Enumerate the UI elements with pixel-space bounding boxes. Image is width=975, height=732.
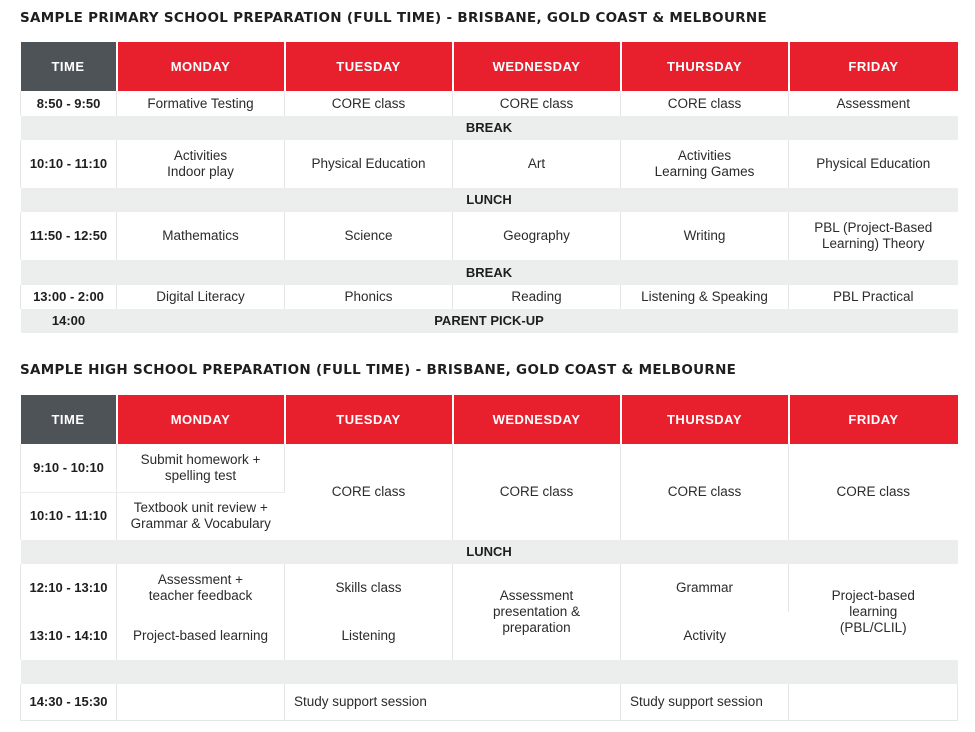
lesson-cell: Activities Learning Games — [621, 140, 789, 188]
lesson-cell: Digital Literacy — [117, 285, 285, 309]
pickup-label: PARENT PICK-UP — [117, 309, 958, 333]
break-label: BREAK — [117, 116, 958, 140]
time-cell: 10:10 - 11:10 — [21, 492, 117, 540]
lesson-cell: CORE class — [621, 444, 789, 540]
lesson-cell: Physical Education — [789, 140, 958, 188]
lesson-cell: Study support session — [621, 684, 789, 720]
lunch-label: LUNCH — [117, 188, 958, 212]
pickup-time: 14:00 — [21, 309, 117, 333]
lunch-label: LUNCH — [117, 540, 958, 564]
monday-header: MONDAY — [117, 42, 285, 91]
lesson-cell: Assessment + teacher feedback — [117, 564, 285, 612]
lesson-cell: CORE class — [453, 91, 621, 116]
table-row — [21, 444, 958, 492]
table-row — [21, 285, 958, 309]
lesson-cell: Skills class — [285, 564, 453, 612]
primary-timetable — [20, 42, 958, 333]
lesson-cell: Listening — [285, 612, 453, 660]
lesson-cell: Activities Indoor play — [117, 140, 285, 188]
monday-header: MONDAY — [117, 395, 285, 444]
tuesday-header: TUESDAY — [285, 395, 453, 444]
thursday-header: THURSDAY — [621, 42, 789, 91]
table-row — [21, 91, 958, 116]
lunch-row — [21, 540, 958, 564]
time-cell: 12:10 - 13:10 — [21, 564, 117, 612]
lesson-cell: Science — [285, 212, 453, 260]
high-heading: SAMPLE HIGH SCHOOL PREPARATION (FULL TIME) - BRISBANE, GOLD COAST & MELBOURNE — [20, 362, 737, 378]
lesson-cell: Assessment — [789, 91, 958, 116]
lesson-cell: PBL Practical — [789, 285, 958, 309]
lesson-cell: Project-based learning (PBL/CLIL) — [789, 564, 958, 660]
lesson-cell: Writing — [621, 212, 789, 260]
lesson-cell: Assessment presentation & preparation — [453, 564, 621, 660]
time-header: TIME — [21, 42, 117, 91]
wednesday-header: WEDNESDAY — [453, 42, 621, 91]
tuesday-header: TUESDAY — [285, 42, 453, 91]
lesson-cell: Project-based learning — [117, 612, 285, 660]
lesson-cell — [117, 684, 285, 720]
lesson-cell: Physical Education — [285, 140, 453, 188]
time-cell: 8:50 - 9:50 — [21, 91, 117, 116]
wednesday-header: WEDNESDAY — [453, 395, 621, 444]
lesson-cell: CORE class — [285, 91, 453, 116]
lesson-cell: Activity — [621, 612, 789, 660]
lesson-cell: Mathematics — [117, 212, 285, 260]
friday-header: FRIDAY — [789, 42, 958, 91]
lesson-cell: Grammar — [621, 564, 789, 612]
table-row — [21, 564, 958, 612]
lesson-cell — [789, 684, 958, 720]
time-cell: 11:50 - 12:50 — [21, 212, 117, 260]
lesson-cell: Art — [453, 140, 621, 188]
spacer-row — [21, 660, 958, 684]
thursday-header: THURSDAY — [621, 395, 789, 444]
lesson-cell: CORE class — [789, 444, 958, 540]
time-cell: 13:00 - 2:00 — [21, 285, 117, 309]
time-cell: 13:10 - 14:10 — [21, 612, 117, 660]
table-row — [21, 140, 958, 188]
time-cell: 10:10 - 11:10 — [21, 140, 117, 188]
high-timetable — [20, 395, 958, 721]
table-row — [21, 212, 958, 260]
break-row — [21, 116, 958, 140]
lesson-cell: Listening & Speaking — [621, 285, 789, 309]
break-row — [21, 260, 958, 285]
lesson-cell: Submit homework + spelling test — [117, 444, 285, 492]
lesson-cell: CORE class — [453, 444, 621, 540]
pickup-row — [21, 309, 958, 333]
time-header: TIME — [21, 395, 117, 444]
time-cell: 14:30 - 15:30 — [21, 684, 117, 720]
header-row — [21, 42, 958, 91]
time-cell: 9:10 - 10:10 — [21, 444, 117, 492]
lesson-cell: Textbook unit review + Grammar & Vocabulary — [117, 492, 285, 540]
lesson-cell: CORE class — [285, 444, 453, 540]
lesson-cell: Study support session — [285, 684, 621, 720]
friday-header: FRIDAY — [789, 395, 958, 444]
primary-heading: SAMPLE PRIMARY SCHOOL PREPARATION (FULL TIME) - BRISBANE, GOLD COAST & MELBOURNE — [20, 10, 768, 26]
lesson-cell: Formative Testing — [117, 91, 285, 116]
lesson-cell: PBL (Project-Based Learning) Theory — [789, 212, 958, 260]
lesson-cell: CORE class — [621, 91, 789, 116]
table-row — [21, 684, 958, 720]
lesson-cell: Reading — [453, 285, 621, 309]
lesson-cell: Geography — [453, 212, 621, 260]
lunch-row — [21, 188, 958, 212]
break-label: BREAK — [117, 260, 958, 285]
lesson-cell: Phonics — [285, 285, 453, 309]
header-row — [21, 395, 958, 444]
